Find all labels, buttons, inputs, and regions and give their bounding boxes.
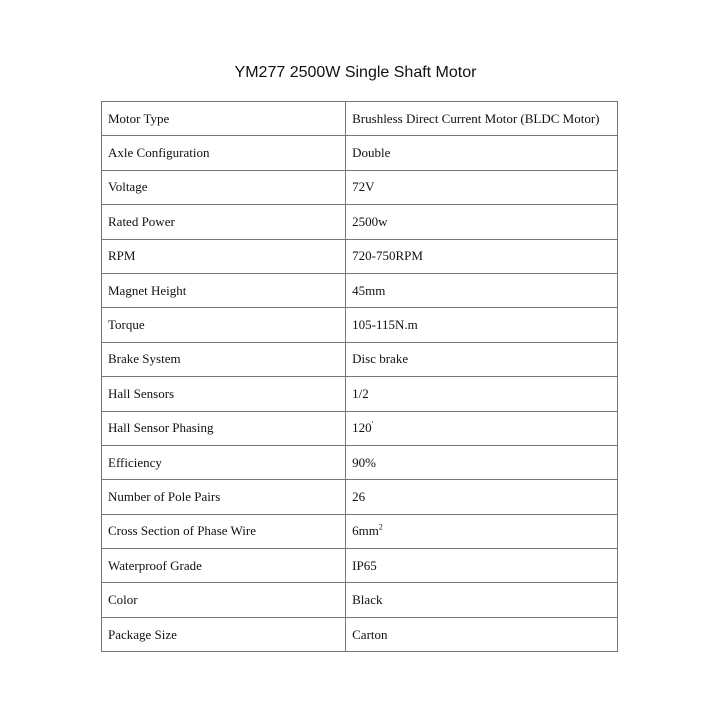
spec-table (101, 101, 618, 652)
table-row (102, 514, 618, 548)
spec-label: Color (102, 583, 346, 617)
spec-value-text: 120 (352, 420, 372, 436)
table-row (102, 342, 618, 376)
spec-label: Hall Sensor Phasing (102, 411, 346, 445)
spec-label: Hall Sensors (102, 377, 346, 411)
table-row (102, 617, 618, 651)
spec-value: 105-115N.m (346, 308, 618, 342)
table-row (102, 411, 618, 445)
table-row (102, 102, 618, 136)
spec-label: Package Size (102, 617, 346, 651)
spec-value: IP65 (346, 549, 618, 583)
spec-value-superscript: ' (371, 419, 374, 429)
spec-value-text: 6mm (352, 523, 379, 539)
spec-value: 45mm (346, 273, 618, 307)
spec-label: Efficiency (102, 445, 346, 479)
spec-value: 26 (346, 480, 618, 514)
spec-label: Motor Type (102, 102, 346, 136)
spec-value: 90% (346, 445, 618, 479)
table-row (102, 273, 618, 307)
table-row (102, 170, 618, 204)
table-row (102, 480, 618, 514)
spec-value: 72V (346, 170, 618, 204)
spec-value: Brushless Direct Current Motor (BLDC Motor) (346, 102, 618, 136)
spec-label: RPM (102, 239, 346, 273)
spec-label: Axle Configuration (102, 136, 346, 170)
spec-label: Cross Section of Phase Wire (102, 514, 346, 548)
table-row (102, 239, 618, 273)
spec-label: Rated Power (102, 205, 346, 239)
table-row (102, 377, 618, 411)
spec-label: Number of Pole Pairs (102, 480, 346, 514)
spec-value (346, 514, 618, 548)
spec-label: Magnet Height (102, 273, 346, 307)
spec-value: Disc brake (346, 342, 618, 376)
spec-value: 720-750RPM (346, 239, 618, 273)
spec-value: 2500w (346, 205, 618, 239)
table-row (102, 549, 618, 583)
spec-value-superscript: 2 (378, 523, 383, 533)
spec-value (346, 411, 618, 445)
table-row (102, 445, 618, 479)
spec-label: Brake System (102, 342, 346, 376)
spec-value: Carton (346, 617, 618, 651)
spec-value: Black (346, 583, 618, 617)
table-row (102, 583, 618, 617)
spec-value: 1/2 (346, 377, 618, 411)
spec-value: Double (346, 136, 618, 170)
spec-label: Voltage (102, 170, 346, 204)
table-row (102, 308, 618, 342)
table-row (102, 205, 618, 239)
spec-label: Torque (102, 308, 346, 342)
spec-label: Waterproof Grade (102, 549, 346, 583)
table-row (102, 136, 618, 170)
document-title: YM277 2500W Single Shaft Motor (234, 64, 477, 81)
